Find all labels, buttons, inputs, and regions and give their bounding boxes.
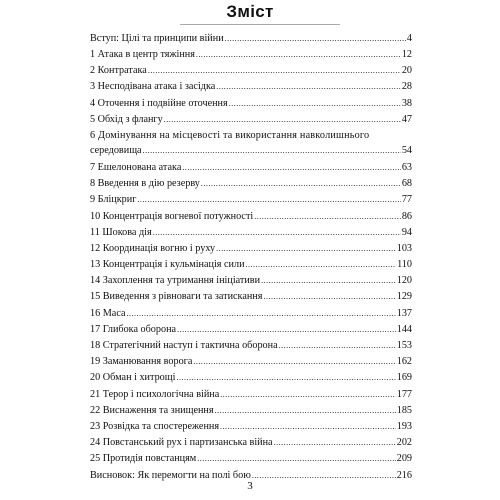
toc-entry-label: 6 Домінування на місцевості та використання навколишнього (90, 129, 370, 141)
toc-leader-dots (164, 114, 401, 125)
toc-entry-2[interactable] (90, 65, 412, 81)
toc-entry-label: 19 Заманювання ворога (90, 356, 193, 368)
toc-leader-dots (220, 421, 396, 432)
toc-entry-page: 47 (401, 113, 412, 125)
toc-leader-dots (182, 162, 400, 173)
toc-entry-4[interactable] (90, 98, 412, 114)
toc-leader-dots (252, 470, 396, 481)
toc-entry-label: 12 Координація вогню і руху (90, 242, 216, 254)
toc-entry-page: 202 (396, 437, 412, 449)
toc-leader-dots (263, 291, 395, 302)
toc-entry-14[interactable] (90, 275, 412, 291)
toc-entry-label: 2 Контратака (90, 65, 147, 77)
toc-entry-label: 22 Виснаження та знищення (90, 404, 214, 416)
toc-entry-label: 10 Концентрація вогневої потужності (90, 210, 254, 222)
toc-leader-dots (215, 405, 396, 416)
toc-entry-19[interactable] (90, 356, 412, 372)
toc-entry-page: 103 (396, 242, 412, 254)
toc-entry-9[interactable] (90, 194, 412, 210)
toc-entry-label: 17 Глибока оборона (90, 323, 177, 335)
toc-entry-page: 129 (396, 291, 412, 303)
toc-leader-dots (196, 49, 401, 60)
toc-entry-label: 25 Протидія повстанцям (90, 453, 197, 465)
toc-entry-label: 7 Ешелонована атака (90, 161, 182, 173)
toc-entry-25[interactable] (90, 453, 412, 469)
toc-entry-label: 11 Шокова дія (90, 226, 152, 238)
toc-entry-label: Висновок: Як перемогти на полі бою (90, 469, 251, 481)
toc-entry-23[interactable] (90, 421, 412, 437)
toc-entry-page: 193 (396, 420, 412, 432)
toc-entry-label: 3 Несподівана атака і засідка (90, 81, 216, 93)
toc-leader-dots (229, 98, 401, 109)
toc-leader-dots (126, 308, 395, 319)
toc-leader-dots (201, 178, 401, 189)
toc-entry-page: 94 (401, 226, 412, 238)
toc-leader-dots (261, 275, 396, 286)
toc-entry-12[interactable] (90, 243, 412, 259)
toc-entry-label: 13 Концентрація і кульмінація сили (90, 259, 245, 271)
toc-entry-21[interactable] (90, 389, 412, 405)
toc-entry-page: 185 (396, 404, 412, 416)
toc-entry-label: 20 Обман і хитрощі (90, 372, 176, 384)
toc-leader-dots (274, 437, 396, 448)
toc-entry-page: 110 (397, 259, 412, 271)
toc-entry-page: 169 (396, 372, 412, 384)
toc-leader-dots (153, 227, 401, 238)
toc-entry-16[interactable] (90, 308, 412, 324)
toc-entry-page: 209 (396, 453, 412, 465)
toc-entry-page: 120 (396, 275, 412, 287)
toc-leader-dots (197, 453, 395, 464)
toc-entry-label: 21 Терор і психологічна війна (90, 388, 220, 400)
title-divider (180, 24, 340, 25)
toc-entry-page: 144 (396, 323, 412, 335)
toc-leader-dots (137, 194, 400, 205)
toc-entry-3[interactable] (90, 81, 412, 97)
toc-entry-page: 28 (401, 81, 412, 93)
toc-entry-13[interactable] (90, 259, 412, 275)
toc-entry-page: 177 (396, 388, 412, 400)
toc-leader-dots (246, 259, 397, 270)
toc-entry-5[interactable] (90, 114, 412, 130)
toc-entry-page: 54 (401, 144, 412, 156)
toc-leader-dots (176, 372, 395, 383)
toc-entry-label: 24 Повстанський рух і партизанська війна (90, 437, 273, 449)
toc-entry-page: 38 (401, 97, 412, 109)
toc-entry-24[interactable] (90, 437, 412, 453)
toc-entry-label: 9 Бліцкриг (90, 194, 137, 206)
toc-entry-label: 5 Обхід з флангу (90, 113, 163, 125)
toc-entry-20[interactable] (90, 372, 412, 388)
toc-entry-label: Вступ: Цілі та принципи війни (90, 33, 224, 44)
toc-entry-page: 153 (396, 340, 412, 351)
toc-entry-page: 137 (396, 307, 412, 319)
toc-entry-7[interactable] (90, 162, 412, 178)
toc-entry-intro[interactable] (90, 33, 412, 49)
toc-entry-page: 86 (401, 210, 412, 222)
toc-entry-label: 4 Оточення і подвійне оточення (90, 97, 228, 109)
toc-leader-dots (279, 340, 396, 351)
toc-entry-label: 16 Маса (90, 307, 126, 319)
toc-entry-page: 63 (401, 161, 412, 173)
toc-entry-page: 68 (401, 178, 412, 190)
toc-leader-dots (177, 324, 396, 335)
toc-entry-1[interactable] (90, 49, 412, 65)
table-of-contents (90, 33, 412, 486)
page-title: Зміст (226, 2, 274, 21)
toc-leader-dots (148, 65, 401, 76)
toc-entry-label: 1 Атака в центр тяжіння (90, 49, 195, 60)
toc-entry-label: 15 Виведення з рівноваги та затискання (90, 291, 263, 303)
toc-entry-label: 18 Стратегічний наступ і тактична оборона (90, 340, 278, 351)
toc-leader-dots (225, 33, 406, 44)
toc-entry-page: 4 (406, 33, 412, 44)
toc-entry-10[interactable] (90, 211, 412, 227)
toc-entry-page: 12 (401, 49, 412, 60)
page-number: 3 (247, 480, 253, 492)
toc-entry-11[interactable] (90, 227, 412, 243)
toc-entry-8[interactable] (90, 178, 412, 194)
toc-entry-label: 14 Захоплення та утримання ініціативи (90, 275, 261, 287)
toc-entry-6[interactable] (90, 130, 412, 162)
toc-entry-label: 8 Введення в дію резерву (90, 178, 200, 190)
toc-entry-17[interactable] (90, 324, 412, 340)
toc-entry-label: 23 Розвідка та спостереження (90, 420, 220, 432)
toc-entry-15[interactable] (90, 291, 412, 307)
toc-entry-page: 216 (396, 469, 412, 481)
toc-entry-18[interactable] (90, 340, 412, 356)
toc-leader-dots (216, 243, 396, 254)
toc-leader-dots (216, 81, 401, 92)
toc-entry-page: 162 (396, 356, 412, 368)
toc-entry-label-continued: середовища (90, 144, 142, 156)
toc-entry-page: 77 (401, 194, 412, 206)
toc-leader-dots (143, 145, 401, 156)
toc-leader-dots (193, 356, 395, 367)
toc-entry-page: 20 (401, 65, 412, 77)
toc-leader-dots (254, 211, 401, 222)
toc-entry-22[interactable] (90, 405, 412, 421)
toc-leader-dots (220, 389, 395, 400)
